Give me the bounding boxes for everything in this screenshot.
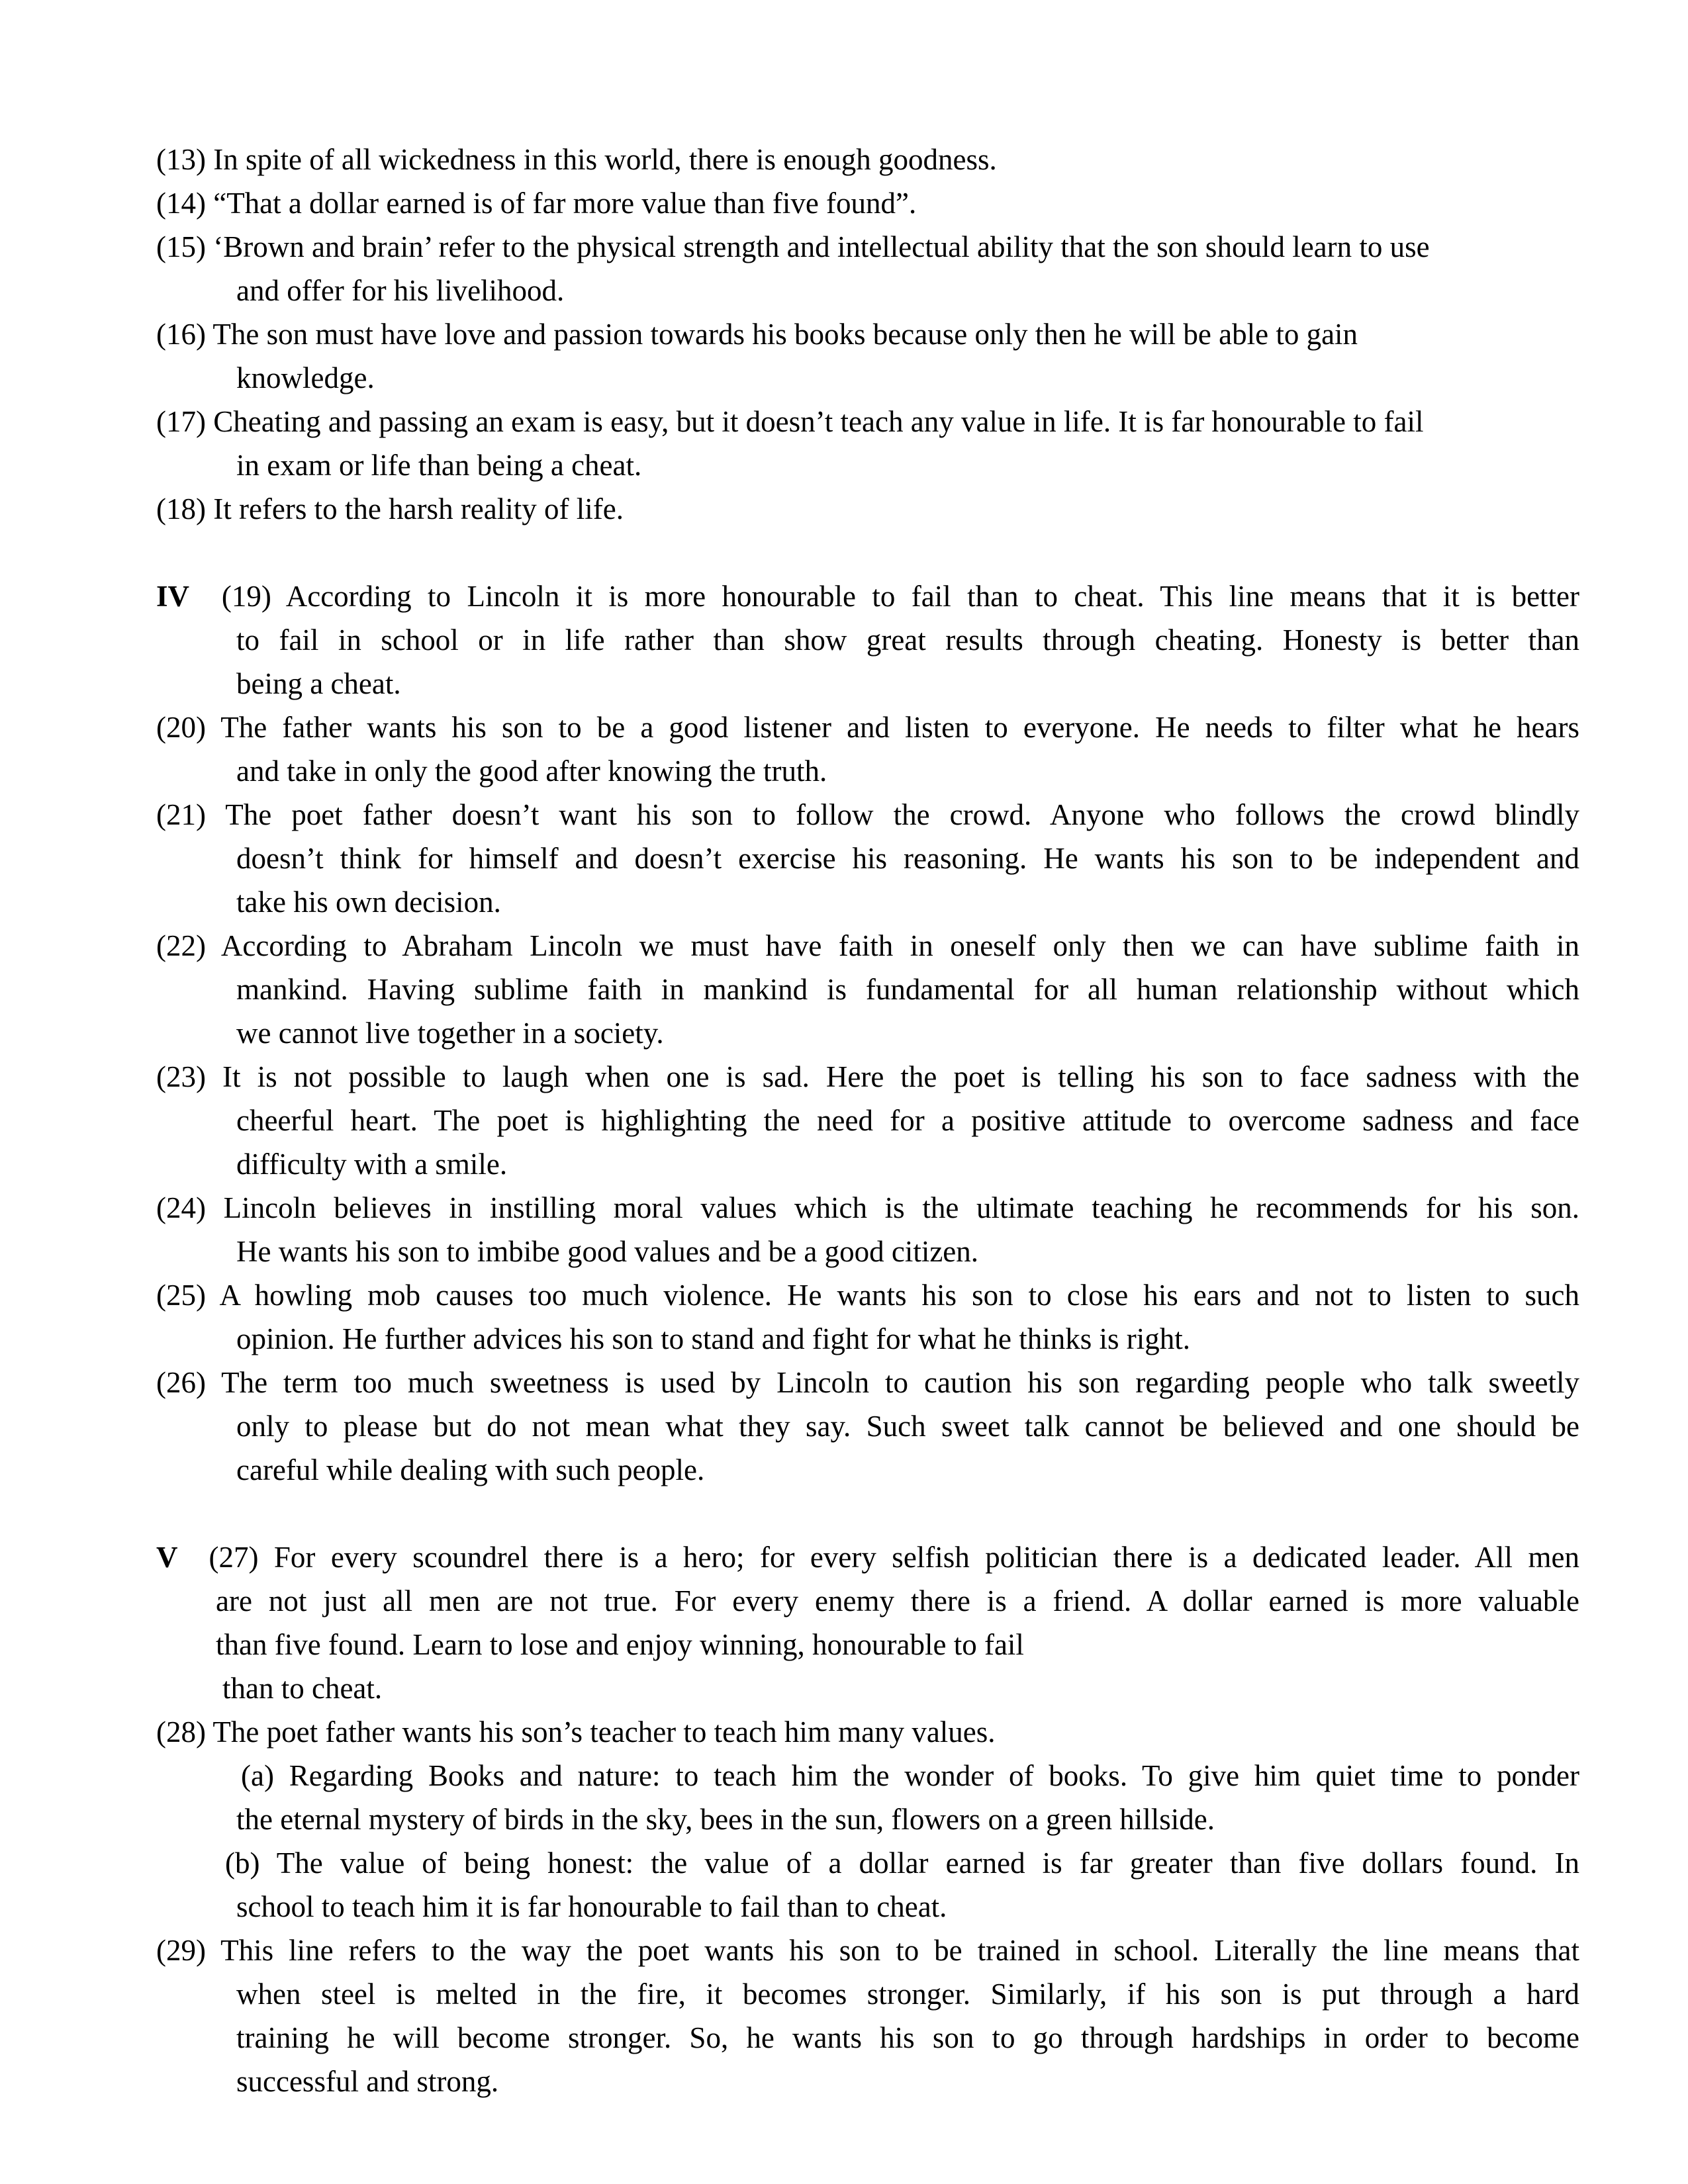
answer-text: being a cheat. — [236, 667, 401, 700]
answer-text: (25) A howling mob causes too much violence. He wants his son to close his ears and not to listen to such — [156, 1279, 1579, 1312]
answer-text: careful while dealing with such people. — [236, 1453, 705, 1486]
answer-text: difficulty with a smile. — [236, 1148, 508, 1181]
answer-text: (26) The term too much sweetness is used by Lincoln to caution his son regarding people who talk sweetly — [156, 1366, 1579, 1399]
answer-text: than five found. Learn to lose and enjoy winning, honourable to fail — [216, 1628, 1024, 1661]
answer-text: (22) According to Abraham Lincoln we must have faith in oneself only then we can have sublime faith in — [156, 929, 1579, 962]
answer-text: cheerful heart. The poet is highlighting the need for a positive attitude to overcome sadness and face — [236, 1104, 1579, 1137]
answer-text — [156, 1535, 1579, 1579]
answer-text: training he will become stronger. So, he wants his son to go through hardships in order to become — [236, 2021, 1579, 2054]
answer-text: than to cheat. — [222, 1672, 383, 1705]
section-label-v: V — [156, 1541, 178, 1574]
answer-15 — [156, 225, 1579, 312]
answer-text: (18) It refers to the harsh reality of life. — [156, 492, 624, 525]
answer-text: the eternal mystery of birds in the sky, bees in the sun, flowers on a green hillside. — [236, 1803, 1215, 1836]
answer-text: (23) It is not possible to laugh when one is sad. Here the poet is telling his son to face sadness with the — [156, 1060, 1579, 1093]
answer-text: (13) In spite of all wickedness in this world, there is enough goodness. — [156, 143, 997, 176]
answer-20 — [156, 705, 1579, 793]
answer-text: take his own decision. — [236, 886, 501, 919]
answer-27 — [156, 1535, 1579, 1710]
answer-text: (21) The poet father doesn’t want his son to follow the crowd. Anyone who follows the crowd blindly — [156, 798, 1579, 831]
answer-13 — [156, 138, 1579, 181]
answer-text: (14) “That a dollar earned is of far more value than five found”. — [156, 187, 917, 220]
answer-text: knowledge. — [236, 361, 375, 394]
answer-text: are not just all men are not true. For every enemy there is a friend. A dollar earned is more valuable — [216, 1584, 1579, 1617]
answer-19 — [156, 574, 1579, 705]
answer-text: (17) Cheating and passing an exam is easy, but it doesn’t teach any value in life. It is far honourable to fail — [156, 405, 1424, 438]
answer-18 — [156, 487, 1579, 531]
answer-text: we cannot live together in a society. — [236, 1017, 664, 1050]
answer-text: (20) The father wants his son to be a good listener and listen to everyone. He needs to filter what he hears — [156, 711, 1579, 744]
answer-25 — [156, 1273, 1579, 1361]
answer-text: (29) This line refers to the way the poet wants his son to be trained in school. Literally the line means that — [156, 1934, 1579, 1967]
answer-24 — [156, 1186, 1579, 1273]
answer-text: (16) The son must have love and passion towards his books because only then he will be able to gain — [156, 318, 1358, 351]
answer-text: in exam or life than being a cheat. — [236, 449, 642, 482]
answer-26 — [156, 1361, 1579, 1492]
answer-text: and offer for his livelihood. — [236, 274, 565, 307]
answer-16 — [156, 312, 1579, 400]
answer-text: when steel is melted in the fire, it becomes stronger. Similarly, if his son is put through a hard — [236, 1978, 1579, 2011]
answer-text: mankind. Having sublime faith in mankind is fundamental for all human relationship without which — [236, 973, 1579, 1006]
answer-28 — [156, 1710, 1579, 1929]
answer-21 — [156, 793, 1579, 924]
answer-17 — [156, 400, 1579, 487]
answer-text: (28) The poet father wants his son’s teacher to teach him many values. — [156, 1715, 996, 1749]
answer-14 — [156, 181, 1579, 225]
answer-text: only to please but do not mean what they say. Such sweet talk cannot be believed and one should be — [236, 1410, 1579, 1443]
answer-29 — [156, 1929, 1579, 2103]
answer-text: (a) Regarding Books and nature: to teach him the wonder of books. To give him quiet time to ponder — [241, 1759, 1579, 1792]
answer-text: (27) For every scoundrel there is a hero; for every selfish politician there is a dedicated leader. All men — [209, 1541, 1579, 1574]
answer-text: opinion. He further advices his son to stand and fight for what he thinks is right. — [236, 1322, 1191, 1355]
answer-text: (b) The value of being honest: the value of a dollar earned is far greater than five dollars found. In — [225, 1846, 1579, 1880]
answer-text: doesn’t think for himself and doesn’t exercise his reasoning. He wants his son to be independent and — [236, 842, 1579, 875]
answer-text — [156, 574, 1579, 618]
answer-text: and take in only the good after knowing the truth. — [236, 754, 827, 788]
answer-22 — [156, 924, 1579, 1055]
answer-text: (15) ‘Brown and brain’ refer to the physical strength and intellectual ability that the son should learn to use — [156, 230, 1430, 263]
answer-text: to fail in school or in life rather than show great results through cheating. Honesty is better than — [236, 623, 1579, 657]
answer-text: He wants his son to imbibe good values and be a good citizen. — [236, 1235, 979, 1268]
answer-text: (19) According to Lincoln it is more honourable to fail than to cheat. This line means that it is better — [221, 580, 1579, 613]
answer-text: successful and strong. — [236, 2065, 499, 2098]
answer-text: school to teach him it is far honourable to fail than to cheat. — [236, 1890, 947, 1923]
section-label-iv: IV — [156, 580, 190, 613]
answer-23 — [156, 1055, 1579, 1186]
answer-text: (24) Lincoln believes in instilling moral values which is the ultimate teaching he recommends for his son. — [156, 1191, 1579, 1224]
